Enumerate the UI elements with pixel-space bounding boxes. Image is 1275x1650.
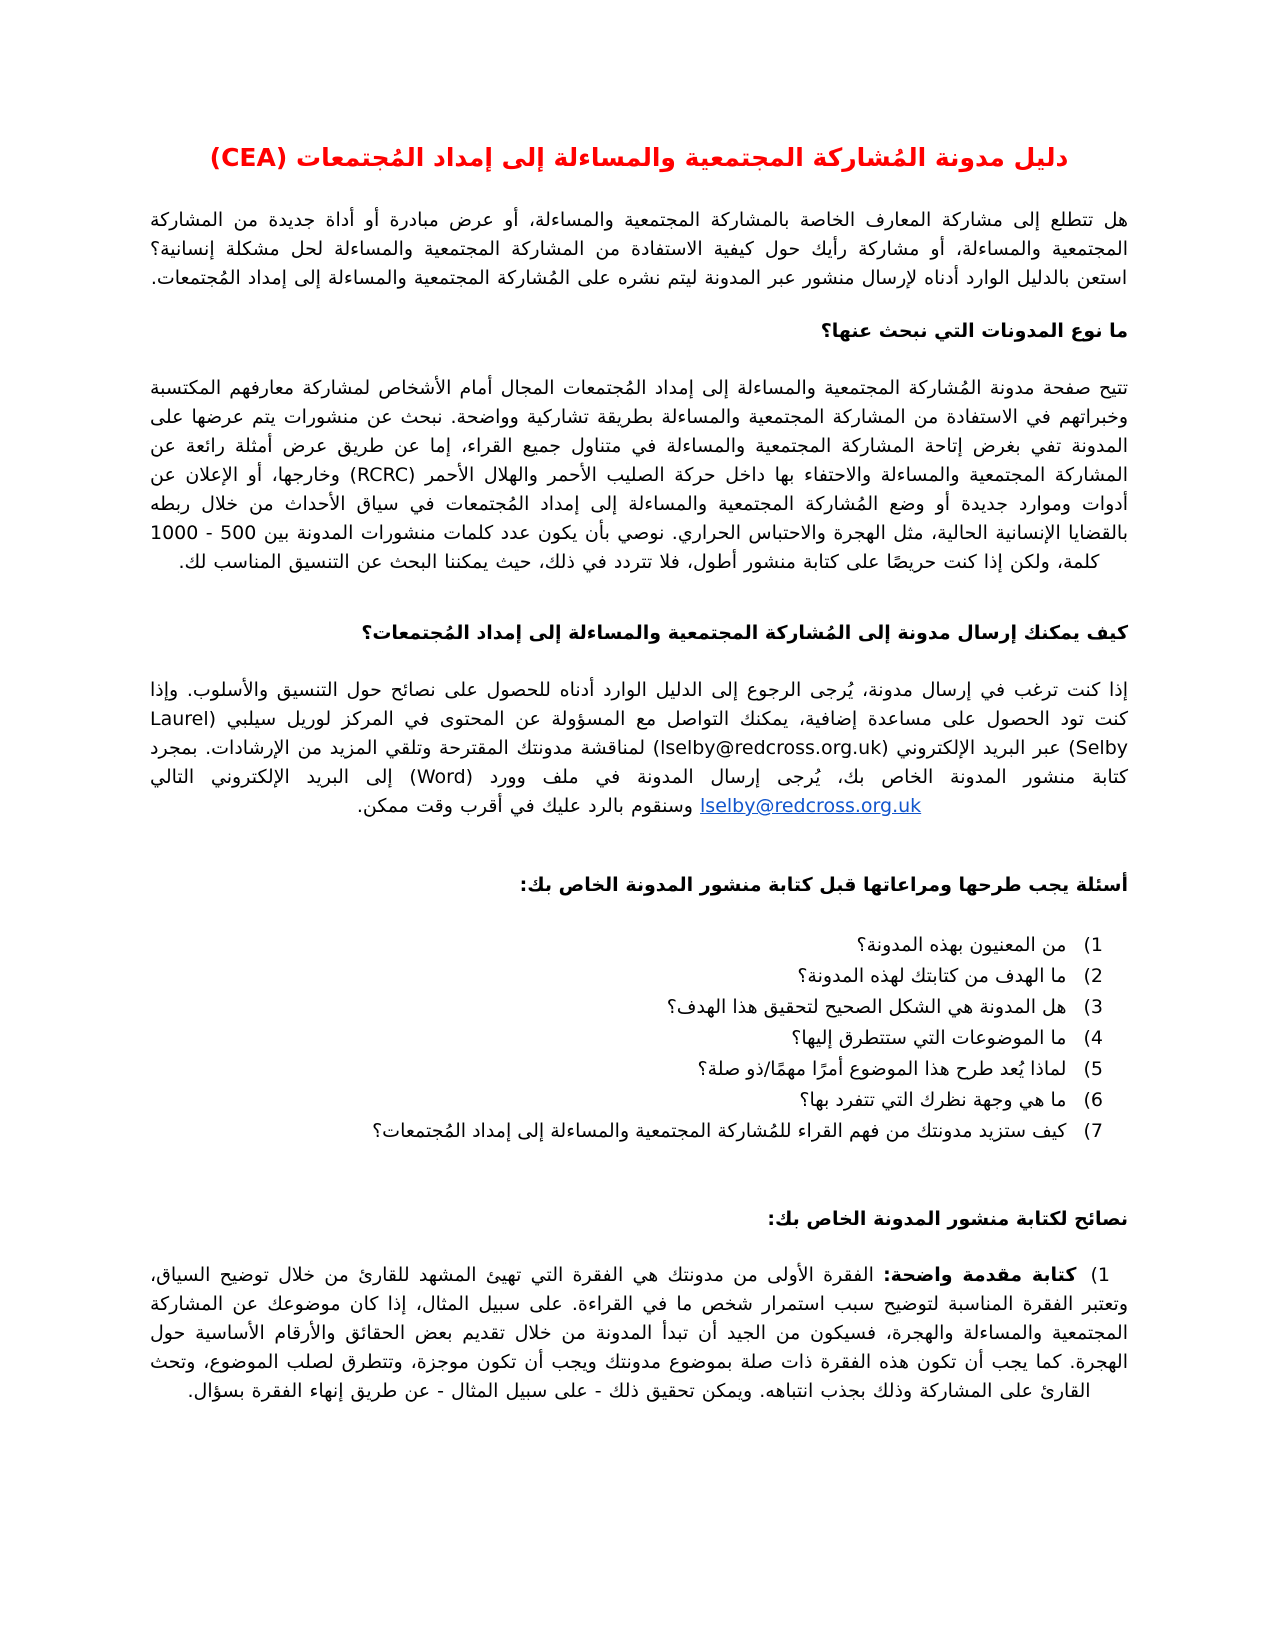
tip-lead-bold: كتابة مقدمة واضحة: <box>883 1264 1077 1286</box>
intro-paragraph: هل تتطلع إلى مشاركة المعارف الخاصة بالمشاركة المجتمعية والمساءلة، أو عرض مبادرة أو أداة جديدة من المشاركة المجتمعية والمساءلة، أو مشاركة رأيك حول كيفية الاستفادة من المشاركة المجتمعية والمساءلة لحل مشكلة إنسانية؟ استعن بالدليل الوارد أدناه لإرسال منشور عبر المدونة ليتم نشره على المُشاركة المجتمعية والمساءلة إلى إمداد المُجتمعات. <box>150 209 1128 289</box>
question-number: 5) <box>1083 1058 1103 1080</box>
questions-list <box>150 930 1128 1147</box>
document-title: دليل مدونة المُشاركة المجتمعية والمساءلة إلى إمداد المُجتمعات (CEA) <box>209 143 1069 172</box>
tip-text: الفقرة الأولى من مدونتك هي الفقرة التي تهيئ المشهد للقارئ من خلال توضيح السياق، وتعتبر الفقرة المناسبة لتوضيح سبب استمرار شخص ما في القراءة. على سبيل المثال، إذا كان موضوعك عن المشاركة المجتمعية والمساءلة والهجرة، فسيكون من الجيد أن تبدأ المدونة من خلال تقديم بعض الحقائق والأرقام الأساسية حول الهجرة. كما يجب أن تكون هذه الفقرة ذات صلة بموضوع مدونتك ويجب أن تكون موجزة، وتتطرق لصلب الموضوع، وتحث القارئ على المشاركة وذلك بجذب انتباهه. ويمكن تحقيق ذلك - على سبيل المثال - عن طريق إنهاء الفقرة بسؤال. <box>150 1264 1128 1402</box>
question-text: لماذا يُعد طرح هذا الموضوع أمرًا مهمًا/ذو صلة؟ <box>697 1058 1067 1080</box>
submission-text-after-link: وسنقوم بالرد عليك في أقرب وقت ممكن. <box>356 795 701 817</box>
question-item <box>150 961 1103 992</box>
question-number: 3) <box>1083 996 1103 1018</box>
question-text: ما الموضوعات التي ستتطرق إليها؟ <box>791 1027 1067 1049</box>
question-text: كيف ستزيد مدونتك من فهم القراء للمُشاركة المجتمعية والمساءلة إلى إمداد المُجتمعات؟ <box>372 1120 1067 1142</box>
section-heading-tips: نصائح لكتابة منشور المدونة الخاص بك: <box>767 1208 1128 1230</box>
question-number: 4) <box>1083 1027 1103 1049</box>
tip-item <box>150 1261 1128 1406</box>
question-text: ما الهدف من كتابتك لهذه المدونة؟ <box>797 965 1067 987</box>
section-heading-questions: أسئلة يجب طرحها ومراعاتها قبل كتابة منشور المدونة الخاص بك: <box>519 874 1128 896</box>
question-number: 7) <box>1083 1120 1103 1142</box>
question-item <box>150 1023 1103 1054</box>
question-text: هل المدونة هي الشكل الصحيح لتحقيق هذا الهدف؟ <box>666 996 1067 1018</box>
question-number: 1) <box>1083 934 1103 956</box>
blog-types-paragraph: تتيح صفحة مدونة المُشاركة المجتمعية والمساءلة إلى إمداد المُجتمعات المجال أمام الأشخاص لمشاركة معارفهم المكتسبة وخبراتهم في الاستفادة من المشاركة المجتمعية والمساءلة بطريقة تشاركية وواضحة. نبحث عن منشورات يتم عرضها على المدونة تفي بغرض إتاحة المشاركة المجتمعية والمساءلة في متناول جميع القراء، إما عن طريق عرض أمثلة رائعة عن المشاركة المجتمعية والمساءلة والاحتفاء بها داخل حركة الصليب الأحمر والهلال الأحمر (RCRC) وخارجها، أو الإعلان عن أدوات وموارد جديدة أو وضع المُشاركة المجتمعية والمساءلة إلى إمداد المُجتمعات في سياق الأحداث من خلال ربطه بالقضايا الإنسانية الحالية، مثل الهجرة والاحتباس الحراري. نوصي بأن يكون عدد كلمات منشورات المدونة بين 500 - 1000 كلمة، ولكن إذا كنت حريصًا على كتابة منشور أطول، فلا تتردد في ذلك، حيث يمكننا البحث عن التنسيق المناسب لك. <box>150 377 1128 573</box>
tips-list <box>150 1261 1128 1406</box>
tip-number: 1) <box>1090 1264 1110 1286</box>
submission-text-before-link: إذا كنت ترغب في إرسال مدونة، يُرجى الرجوع إلى الدليل الوارد أدناه للحصول على نصائح حول التنسيق والأسلوب. وإذا كنت تود الحصول على مساعدة إضافية، يمكنك التواصل مع المسؤولة عن المحتوى في المركز لوريل سيلبي (Laurel Selby) عبر البريد الإلكتروني (lselby@redcross.org.uk) لمناقشة مدونتك المقترحة وتلقي المزيد من الإرشادات. بمجرد كتابة منشور المدونة الخاص بك، يُرجى إرسال المدونة في ملف وورد (Word) إلى البريد الإلكتروني التالي <box>150 679 1129 788</box>
question-number: 6) <box>1083 1089 1103 1111</box>
email-link[interactable]: lselby@redcross.org.uk <box>700 795 922 817</box>
section-heading-blog-types: ما نوع المدونات التي نبحث عنها؟ <box>820 320 1128 342</box>
question-number: 2) <box>1083 965 1103 987</box>
question-text: من المعنيون بهذه المدونة؟ <box>856 934 1067 956</box>
section-heading-how-to-submit: كيف يمكنك إرسال مدونة إلى المُشاركة المجتمعية والمساءلة إلى إمداد المُجتمعات؟ <box>361 622 1128 644</box>
question-item <box>150 1116 1103 1147</box>
question-item <box>150 1054 1103 1085</box>
question-item <box>150 1085 1103 1116</box>
question-text: ما هي وجهة نظرك التي تتفرد بها؟ <box>799 1089 1067 1111</box>
question-item <box>150 992 1103 1023</box>
submission-paragraph <box>150 676 1128 821</box>
question-item <box>150 930 1103 961</box>
